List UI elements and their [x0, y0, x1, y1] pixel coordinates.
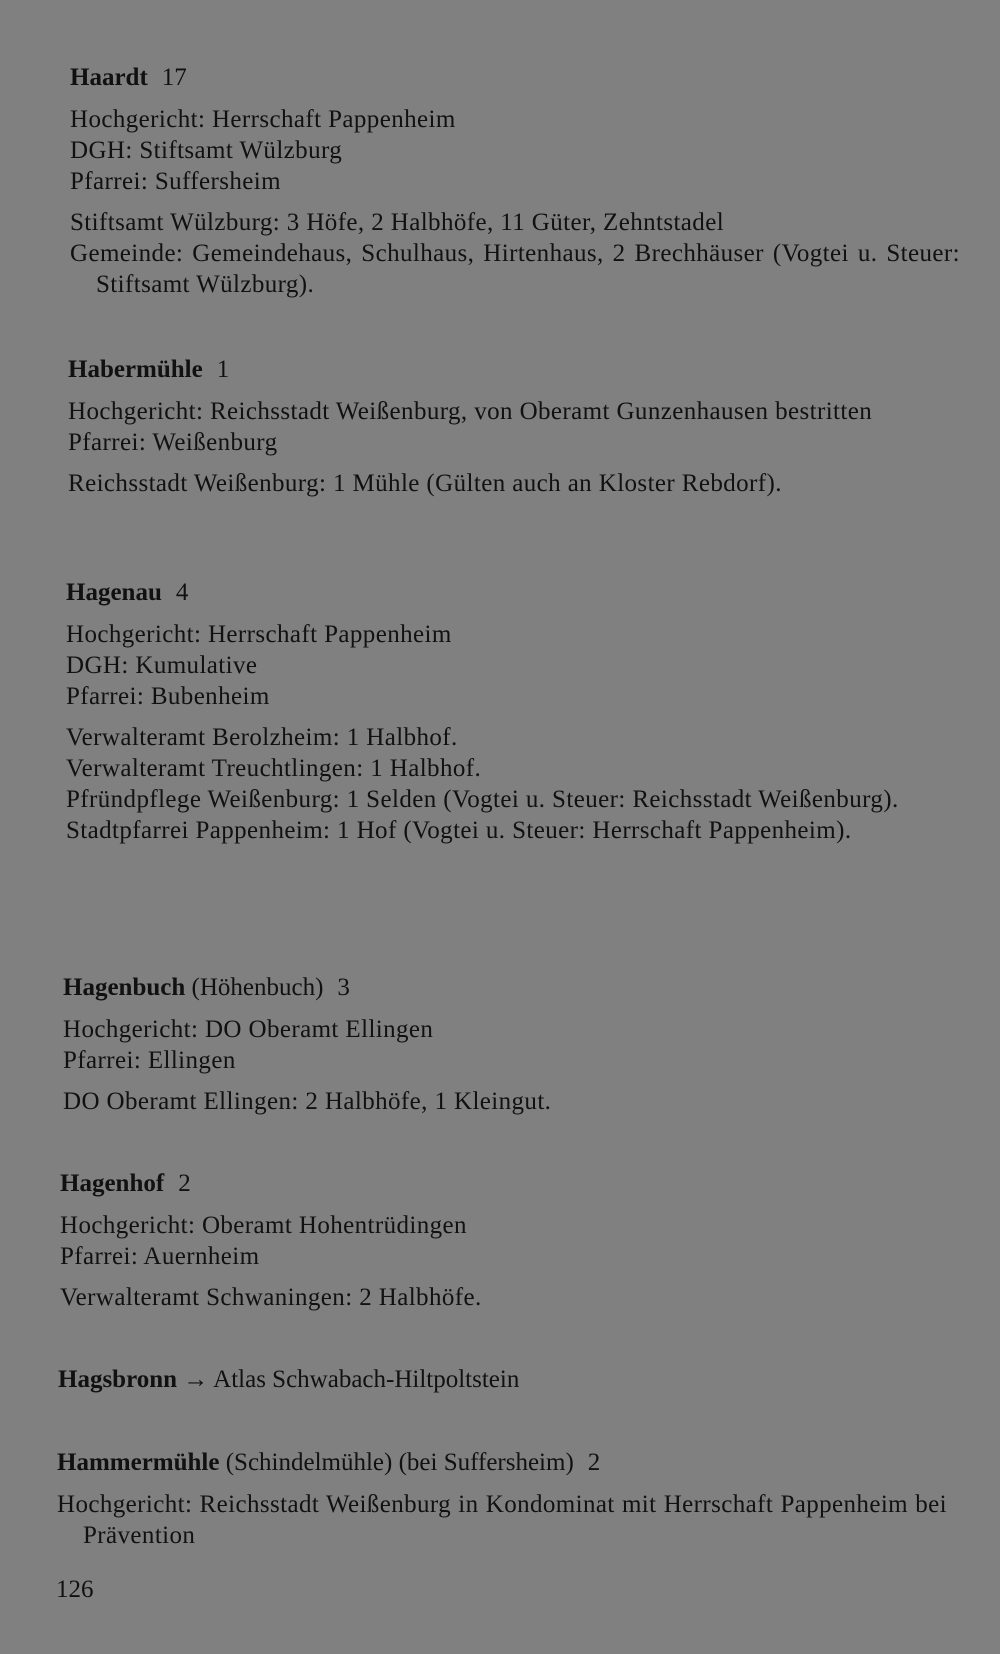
entry-heading [68, 354, 958, 386]
cross-reference: Atlas Schwabach-Hiltpoltstein [213, 1366, 520, 1393]
entry-count: 1 [216, 356, 230, 383]
entry-hagenau [66, 577, 956, 846]
holding-line: Reichsstadt Weißenburg: 1 Mühle (Gülten auch an Kloster Rebdorf). [68, 470, 782, 497]
entry-hammermuehle [57, 1447, 947, 1551]
entry-name: Hagenhof [60, 1170, 165, 1197]
entry-alias: (Höhenbuch) [191, 974, 324, 1001]
entry-haardt [70, 62, 960, 300]
entry-name: Hagenau [66, 579, 162, 606]
entry-heading [66, 577, 956, 609]
jurisdiction-line: Hochgericht: Reichsstadt Weißenburg, von Oberamt Gunzenhausen bestritten [68, 398, 873, 425]
entry-count: 2 [178, 1170, 191, 1197]
entry-hagenhof [60, 1168, 950, 1313]
entry-count: 17 [161, 64, 187, 91]
jurisdiction-line: DGH: Kumulative [66, 652, 258, 679]
entry-heading [60, 1168, 950, 1200]
entry-name: Habermühle [68, 356, 203, 383]
holding-line: Verwalteramt Schwaningen: 2 Halbhöfe. [60, 1284, 482, 1311]
entry-name: Haardt [70, 64, 148, 91]
entry-alias: (Schindelmühle) (bei Suffersheim) [225, 1449, 574, 1476]
entry-count: 2 [587, 1449, 601, 1476]
cross-reference-arrow-icon: → [183, 1366, 209, 1393]
jurisdiction-line: Pfarrei: Auernheim [60, 1243, 260, 1270]
entry-hagenbuch [63, 972, 953, 1117]
entry-hagsbronn [58, 1364, 948, 1396]
holding-line: Gemeinde: Gemeindehaus, Schulhaus, Hirtenhaus, 2 Brechhäuser (Vogtei u. Steuer: Stiftsamt Wülzburg). [70, 240, 960, 298]
jurisdiction-line: Hochgericht: Herrschaft Pappenheim [70, 106, 456, 133]
entry-name: Hammermühle [57, 1449, 220, 1476]
entry-habermuehle [68, 354, 958, 499]
holding-line: DO Oberamt Ellingen: 2 Halbhöfe, 1 Kleingut. [63, 1088, 552, 1115]
entry-name: Hagenbuch [63, 974, 186, 1001]
jurisdiction-line: Hochgericht: DO Oberamt Ellingen [63, 1016, 434, 1043]
page-number: 126 [56, 1576, 94, 1603]
jurisdiction-line: Hochgericht: Oberamt Hohentrüdingen [60, 1212, 467, 1239]
entry-count: 4 [175, 579, 189, 606]
jurisdiction-line: Pfarrei: Bubenheim [66, 683, 270, 710]
entry-name: Hagsbronn [58, 1366, 178, 1393]
entry-heading [63, 972, 953, 1004]
jurisdiction-line: Pfarrei: Suffersheim [70, 168, 281, 195]
jurisdiction-line: Hochgericht: Herrschaft Pappenheim [66, 621, 452, 648]
entry-count: 3 [337, 974, 350, 1001]
holding-line: Verwalteramt Berolzheim: 1 Halbhof. [66, 724, 458, 751]
jurisdiction-line: Pfarrei: Ellingen [63, 1047, 236, 1074]
entry-heading [70, 62, 960, 94]
jurisdiction-line: DGH: Stiftsamt Wülzburg [70, 137, 343, 164]
jurisdiction-line: Hochgericht: Reichsstadt Weißenburg in Kondominat mit Herrschaft Pappenheim bei Prävention [57, 1491, 947, 1549]
holding-line: Stiftsamt Wülzburg: 3 Höfe, 2 Halbhöfe, 11 Güter, Zehntstadel [70, 209, 725, 236]
jurisdiction-line: Pfarrei: Weißenburg [68, 429, 278, 456]
holding-line: Stadtpfarrei Pappenheim: 1 Hof (Vogtei u. Steuer: Herrschaft Pappenheim). [66, 817, 852, 844]
holding-line: Verwalteramt Treuchtlingen: 1 Halbhof. [66, 755, 482, 782]
entry-heading [57, 1447, 947, 1479]
entry-heading [58, 1364, 948, 1396]
holding-line: Pfründpflege Weißenburg: 1 Selden (Vogtei u. Steuer: Reichsstadt Weißenburg). [66, 786, 899, 813]
